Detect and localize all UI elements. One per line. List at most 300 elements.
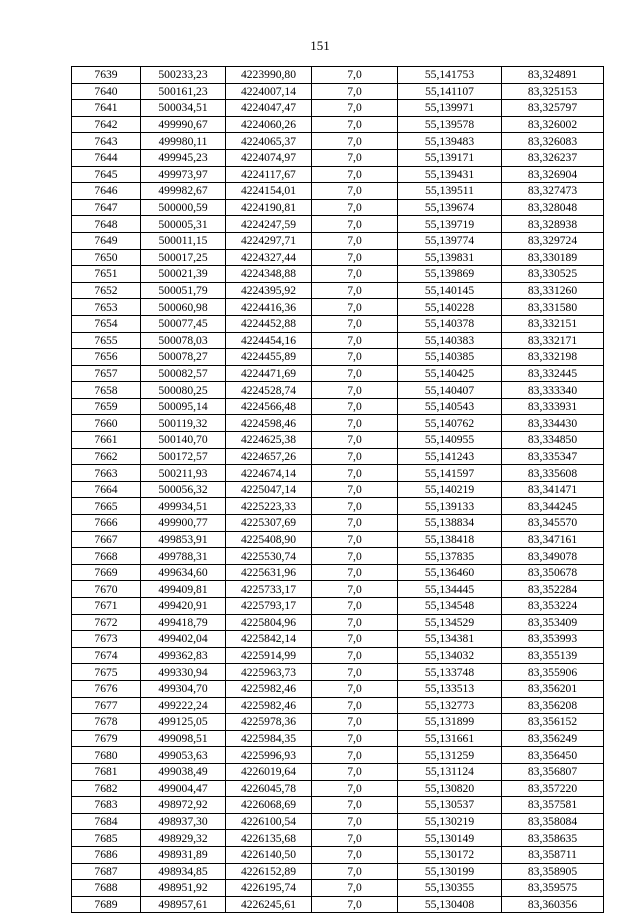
longitude-cell: 83,335608: [502, 465, 604, 482]
x-coordinate-cell: 499418,79: [141, 614, 226, 631]
x-coordinate-cell: 500000,59: [141, 199, 226, 216]
point-number-cell: 7653: [72, 299, 141, 316]
point-number-cell: 7640: [72, 83, 141, 100]
y-coordinate-cell: 4224528,74: [226, 382, 312, 399]
latitude-cell: 55,131661: [398, 730, 502, 747]
y-coordinate-cell: 4224117,67: [226, 166, 312, 183]
latitude-cell: 55,140145: [398, 282, 502, 299]
y-coordinate-cell: 4225914,99: [226, 647, 312, 664]
x-coordinate-cell: 500233,23: [141, 67, 226, 84]
value-cell: 7,0: [312, 614, 398, 631]
y-coordinate-cell: 4223990,80: [226, 67, 312, 84]
longitude-cell: 83,324891: [502, 67, 604, 84]
y-coordinate-cell: 4224047,47: [226, 100, 312, 117]
y-coordinate-cell: 4224247,59: [226, 216, 312, 233]
y-coordinate-cell: 4226152,89: [226, 863, 312, 880]
table-row: [72, 332, 604, 349]
y-coordinate-cell: 4226195,74: [226, 880, 312, 897]
point-number-cell: 7661: [72, 432, 141, 449]
x-coordinate-cell: 499980,11: [141, 133, 226, 150]
latitude-cell: 55,130172: [398, 846, 502, 863]
latitude-cell: 55,140228: [398, 299, 502, 316]
point-number-cell: 7682: [72, 780, 141, 797]
table-row: [72, 199, 604, 216]
x-coordinate-cell: 500060,98: [141, 299, 226, 316]
value-cell: 7,0: [312, 315, 398, 332]
point-number-cell: 7646: [72, 183, 141, 200]
x-coordinate-cell: 499362,83: [141, 647, 226, 664]
latitude-cell: 55,134445: [398, 581, 502, 598]
x-coordinate-cell: 498972,92: [141, 797, 226, 814]
y-coordinate-cell: 4225047,14: [226, 481, 312, 498]
point-number-cell: 7688: [72, 880, 141, 897]
point-number-cell: 7683: [72, 797, 141, 814]
point-number-cell: 7668: [72, 548, 141, 565]
longitude-cell: 83,359575: [502, 880, 604, 897]
y-coordinate-cell: 4225804,96: [226, 614, 312, 631]
point-number-cell: 7673: [72, 631, 141, 648]
value-cell: 7,0: [312, 680, 398, 697]
x-coordinate-cell: 499900,77: [141, 515, 226, 532]
longitude-cell: 83,325797: [502, 100, 604, 117]
x-coordinate-cell: 500021,39: [141, 266, 226, 283]
latitude-cell: 55,139971: [398, 100, 502, 117]
y-coordinate-cell: 4226019,64: [226, 763, 312, 780]
point-number-cell: 7680: [72, 747, 141, 764]
longitude-cell: 83,334430: [502, 415, 604, 432]
point-number-cell: 7657: [72, 365, 141, 382]
x-coordinate-cell: 499004,47: [141, 780, 226, 797]
y-coordinate-cell: 4225982,46: [226, 680, 312, 697]
longitude-cell: 83,353993: [502, 631, 604, 648]
latitude-cell: 55,133513: [398, 680, 502, 697]
latitude-cell: 55,140407: [398, 382, 502, 399]
y-coordinate-cell: 4224625,38: [226, 432, 312, 449]
table-row: [72, 564, 604, 581]
longitude-cell: 83,325153: [502, 83, 604, 100]
latitude-cell: 55,139719: [398, 216, 502, 233]
y-coordinate-cell: 4226068,69: [226, 797, 312, 814]
x-coordinate-cell: 500211,93: [141, 465, 226, 482]
latitude-cell: 55,139774: [398, 232, 502, 249]
value-cell: 7,0: [312, 133, 398, 150]
y-coordinate-cell: 4224455,89: [226, 349, 312, 366]
latitude-cell: 55,139674: [398, 199, 502, 216]
table-row: [72, 232, 604, 249]
latitude-cell: 55,139869: [398, 266, 502, 283]
latitude-cell: 55,136460: [398, 564, 502, 581]
table-row: [72, 730, 604, 747]
table-row: [72, 747, 604, 764]
latitude-cell: 55,141597: [398, 465, 502, 482]
table-row: [72, 813, 604, 830]
x-coordinate-cell: 499402,04: [141, 631, 226, 648]
table-row: [72, 680, 604, 697]
x-coordinate-cell: 500140,70: [141, 432, 226, 449]
x-coordinate-cell: 500078,03: [141, 332, 226, 349]
y-coordinate-cell: 4224395,92: [226, 282, 312, 299]
latitude-cell: 55,141107: [398, 83, 502, 100]
value-cell: 7,0: [312, 183, 398, 200]
y-coordinate-cell: 4225631,96: [226, 564, 312, 581]
y-coordinate-cell: 4226045,78: [226, 780, 312, 797]
x-coordinate-cell: 500080,25: [141, 382, 226, 399]
longitude-cell: 83,356152: [502, 714, 604, 731]
y-coordinate-cell: 4225408,90: [226, 531, 312, 548]
table-row: [72, 465, 604, 482]
value-cell: 7,0: [312, 266, 398, 283]
longitude-cell: 83,333340: [502, 382, 604, 399]
y-coordinate-cell: 4224007,14: [226, 83, 312, 100]
longitude-cell: 83,332198: [502, 349, 604, 366]
y-coordinate-cell: 4224060,26: [226, 116, 312, 133]
y-coordinate-cell: 4225963,73: [226, 664, 312, 681]
longitude-cell: 83,326237: [502, 149, 604, 166]
point-number-cell: 7676: [72, 680, 141, 697]
coordinates-table: [71, 66, 604, 913]
table-row: [72, 149, 604, 166]
latitude-cell: 55,133748: [398, 664, 502, 681]
table-row: [72, 598, 604, 615]
point-number-cell: 7684: [72, 813, 141, 830]
x-coordinate-cell: 498931,89: [141, 846, 226, 863]
point-number-cell: 7655: [72, 332, 141, 349]
y-coordinate-cell: 4224416,36: [226, 299, 312, 316]
x-coordinate-cell: 500161,23: [141, 83, 226, 100]
value-cell: 7,0: [312, 730, 398, 747]
y-coordinate-cell: 4226245,61: [226, 896, 312, 913]
table-row: [72, 382, 604, 399]
longitude-cell: 83,360356: [502, 896, 604, 913]
value-cell: 7,0: [312, 747, 398, 764]
table-row: [72, 581, 604, 598]
latitude-cell: 55,138834: [398, 515, 502, 532]
x-coordinate-cell: 498951,92: [141, 880, 226, 897]
table-row: [72, 631, 604, 648]
y-coordinate-cell: 4224065,37: [226, 133, 312, 150]
point-number-cell: 7647: [72, 199, 141, 216]
x-coordinate-cell: 499973,97: [141, 166, 226, 183]
coordinates-table-body: [72, 67, 604, 913]
table-row: [72, 448, 604, 465]
longitude-cell: 83,356201: [502, 680, 604, 697]
longitude-cell: 83,345570: [502, 515, 604, 532]
value-cell: 7,0: [312, 896, 398, 913]
x-coordinate-cell: 500119,32: [141, 415, 226, 432]
x-coordinate-cell: 500034,51: [141, 100, 226, 117]
latitude-cell: 55,139578: [398, 116, 502, 133]
table-row: [72, 664, 604, 681]
point-number-cell: 7658: [72, 382, 141, 399]
y-coordinate-cell: 4224154,01: [226, 183, 312, 200]
point-number-cell: 7651: [72, 266, 141, 283]
value-cell: 7,0: [312, 249, 398, 266]
value-cell: 7,0: [312, 83, 398, 100]
x-coordinate-cell: 499053,63: [141, 747, 226, 764]
point-number-cell: 7678: [72, 714, 141, 731]
latitude-cell: 55,132773: [398, 697, 502, 714]
longitude-cell: 83,329724: [502, 232, 604, 249]
value-cell: 7,0: [312, 100, 398, 117]
table-row: [72, 697, 604, 714]
table-row: [72, 880, 604, 897]
x-coordinate-cell: 499982,67: [141, 183, 226, 200]
y-coordinate-cell: 4225793,17: [226, 598, 312, 615]
x-coordinate-cell: 500095,14: [141, 398, 226, 415]
value-cell: 7,0: [312, 67, 398, 84]
table-row: [72, 531, 604, 548]
value-cell: 7,0: [312, 664, 398, 681]
latitude-cell: 55,139511: [398, 183, 502, 200]
value-cell: 7,0: [312, 299, 398, 316]
x-coordinate-cell: 499409,81: [141, 581, 226, 598]
x-coordinate-cell: 499098,51: [141, 730, 226, 747]
value-cell: 7,0: [312, 697, 398, 714]
table-row: [72, 415, 604, 432]
table-row: [72, 166, 604, 183]
table-row: [72, 183, 604, 200]
point-number-cell: 7652: [72, 282, 141, 299]
value-cell: 7,0: [312, 365, 398, 382]
longitude-cell: 83,330525: [502, 266, 604, 283]
longitude-cell: 83,357220: [502, 780, 604, 797]
longitude-cell: 83,332151: [502, 315, 604, 332]
point-number-cell: 7666: [72, 515, 141, 532]
longitude-cell: 83,358635: [502, 830, 604, 847]
table-row: [72, 315, 604, 332]
longitude-cell: 83,350678: [502, 564, 604, 581]
point-number-cell: 7656: [72, 349, 141, 366]
latitude-cell: 55,131899: [398, 714, 502, 731]
value-cell: 7,0: [312, 498, 398, 515]
y-coordinate-cell: 4226135,68: [226, 830, 312, 847]
x-coordinate-cell: 500172,57: [141, 448, 226, 465]
y-coordinate-cell: 4225984,35: [226, 730, 312, 747]
value-cell: 7,0: [312, 432, 398, 449]
longitude-cell: 83,347161: [502, 531, 604, 548]
latitude-cell: 55,130408: [398, 896, 502, 913]
value-cell: 7,0: [312, 647, 398, 664]
longitude-cell: 83,326904: [502, 166, 604, 183]
y-coordinate-cell: 4224190,81: [226, 199, 312, 216]
value-cell: 7,0: [312, 780, 398, 797]
longitude-cell: 83,334850: [502, 432, 604, 449]
y-coordinate-cell: 4225530,74: [226, 548, 312, 565]
point-number-cell: 7648: [72, 216, 141, 233]
value-cell: 7,0: [312, 382, 398, 399]
latitude-cell: 55,134032: [398, 647, 502, 664]
longitude-cell: 83,331260: [502, 282, 604, 299]
value-cell: 7,0: [312, 149, 398, 166]
point-number-cell: 7681: [72, 763, 141, 780]
longitude-cell: 83,358905: [502, 863, 604, 880]
longitude-cell: 83,333931: [502, 398, 604, 415]
y-coordinate-cell: 4224452,88: [226, 315, 312, 332]
point-number-cell: 7687: [72, 863, 141, 880]
longitude-cell: 83,356450: [502, 747, 604, 764]
table-row: [72, 614, 604, 631]
point-number-cell: 7670: [72, 581, 141, 598]
table-row: [72, 100, 604, 117]
longitude-cell: 83,335347: [502, 448, 604, 465]
point-number-cell: 7674: [72, 647, 141, 664]
x-coordinate-cell: 498957,61: [141, 896, 226, 913]
point-number-cell: 7642: [72, 116, 141, 133]
table-row: [72, 780, 604, 797]
value-cell: 7,0: [312, 581, 398, 598]
table-row: [72, 515, 604, 532]
table-row: [72, 365, 604, 382]
point-number-cell: 7672: [72, 614, 141, 631]
table-row: [72, 498, 604, 515]
point-number-cell: 7665: [72, 498, 141, 515]
value-cell: 7,0: [312, 714, 398, 731]
x-coordinate-cell: 499222,24: [141, 697, 226, 714]
latitude-cell: 55,140385: [398, 349, 502, 366]
table-row: [72, 647, 604, 664]
y-coordinate-cell: 4224598,46: [226, 415, 312, 432]
table-row: [72, 282, 604, 299]
point-number-cell: 7671: [72, 598, 141, 615]
point-number-cell: 7659: [72, 398, 141, 415]
value-cell: 7,0: [312, 166, 398, 183]
longitude-cell: 83,344245: [502, 498, 604, 515]
y-coordinate-cell: 4225733,17: [226, 581, 312, 598]
y-coordinate-cell: 4225978,36: [226, 714, 312, 731]
x-coordinate-cell: 500056,32: [141, 481, 226, 498]
value-cell: 7,0: [312, 216, 398, 233]
longitude-cell: 83,356249: [502, 730, 604, 747]
point-number-cell: 7649: [72, 232, 141, 249]
point-number-cell: 7677: [72, 697, 141, 714]
longitude-cell: 83,355906: [502, 664, 604, 681]
table-row: [72, 299, 604, 316]
x-coordinate-cell: 500017,25: [141, 249, 226, 266]
value-cell: 7,0: [312, 282, 398, 299]
y-coordinate-cell: 4225223,33: [226, 498, 312, 515]
longitude-cell: 83,326083: [502, 133, 604, 150]
longitude-cell: 83,352284: [502, 581, 604, 598]
x-coordinate-cell: 498929,32: [141, 830, 226, 847]
point-number-cell: 7686: [72, 846, 141, 863]
longitude-cell: 83,353224: [502, 598, 604, 615]
x-coordinate-cell: 500077,45: [141, 315, 226, 332]
x-coordinate-cell: 499304,70: [141, 680, 226, 697]
point-number-cell: 7675: [72, 664, 141, 681]
x-coordinate-cell: 499934,51: [141, 498, 226, 515]
latitude-cell: 55,130199: [398, 863, 502, 880]
latitude-cell: 55,139133: [398, 498, 502, 515]
latitude-cell: 55,130537: [398, 797, 502, 814]
x-coordinate-cell: 500078,27: [141, 349, 226, 366]
point-number-cell: 7654: [72, 315, 141, 332]
x-coordinate-cell: 498937,30: [141, 813, 226, 830]
longitude-cell: 83,332171: [502, 332, 604, 349]
longitude-cell: 83,356807: [502, 763, 604, 780]
x-coordinate-cell: 499634,60: [141, 564, 226, 581]
value-cell: 7,0: [312, 116, 398, 133]
y-coordinate-cell: 4224327,44: [226, 249, 312, 266]
point-number-cell: 7663: [72, 465, 141, 482]
longitude-cell: 83,326002: [502, 116, 604, 133]
longitude-cell: 83,355139: [502, 647, 604, 664]
point-number-cell: 7644: [72, 149, 141, 166]
longitude-cell: 83,330189: [502, 249, 604, 266]
latitude-cell: 55,131259: [398, 747, 502, 764]
x-coordinate-cell: 498934,85: [141, 863, 226, 880]
longitude-cell: 83,328048: [502, 199, 604, 216]
latitude-cell: 55,130820: [398, 780, 502, 797]
point-number-cell: 7685: [72, 830, 141, 847]
table-row: [72, 714, 604, 731]
latitude-cell: 55,130149: [398, 830, 502, 847]
longitude-cell: 83,358711: [502, 846, 604, 863]
y-coordinate-cell: 4224297,71: [226, 232, 312, 249]
y-coordinate-cell: 4224454,16: [226, 332, 312, 349]
x-coordinate-cell: 500051,79: [141, 282, 226, 299]
point-number-cell: 7667: [72, 531, 141, 548]
longitude-cell: 83,332445: [502, 365, 604, 382]
latitude-cell: 55,134548: [398, 598, 502, 615]
value-cell: 7,0: [312, 332, 398, 349]
point-number-cell: 7650: [72, 249, 141, 266]
latitude-cell: 55,138418: [398, 531, 502, 548]
value-cell: 7,0: [312, 398, 398, 415]
value-cell: 7,0: [312, 232, 398, 249]
value-cell: 7,0: [312, 531, 398, 548]
table-row: [72, 797, 604, 814]
table-row: [72, 133, 604, 150]
table-row: [72, 67, 604, 84]
table-row: [72, 116, 604, 133]
x-coordinate-cell: 499788,31: [141, 548, 226, 565]
value-cell: 7,0: [312, 830, 398, 847]
x-coordinate-cell: 499420,91: [141, 598, 226, 615]
longitude-cell: 83,353409: [502, 614, 604, 631]
latitude-cell: 55,130355: [398, 880, 502, 897]
value-cell: 7,0: [312, 880, 398, 897]
value-cell: 7,0: [312, 515, 398, 532]
latitude-cell: 55,131124: [398, 763, 502, 780]
y-coordinate-cell: 4224471,69: [226, 365, 312, 382]
value-cell: 7,0: [312, 763, 398, 780]
longitude-cell: 83,327473: [502, 183, 604, 200]
value-cell: 7,0: [312, 813, 398, 830]
value-cell: 7,0: [312, 465, 398, 482]
point-number-cell: 7679: [72, 730, 141, 747]
table-row: [72, 398, 604, 415]
longitude-cell: 83,358084: [502, 813, 604, 830]
x-coordinate-cell: 499125,05: [141, 714, 226, 731]
latitude-cell: 55,140219: [398, 481, 502, 498]
table-row: [72, 763, 604, 780]
point-number-cell: 7689: [72, 896, 141, 913]
latitude-cell: 55,140762: [398, 415, 502, 432]
table-row: [72, 846, 604, 863]
table-row: [72, 863, 604, 880]
latitude-cell: 55,137835: [398, 548, 502, 565]
longitude-cell: 83,357581: [502, 797, 604, 814]
y-coordinate-cell: 4224348,88: [226, 266, 312, 283]
latitude-cell: 55,139171: [398, 149, 502, 166]
value-cell: 7,0: [312, 564, 398, 581]
x-coordinate-cell: 499990,67: [141, 116, 226, 133]
y-coordinate-cell: 4225982,46: [226, 697, 312, 714]
y-coordinate-cell: 4224657,26: [226, 448, 312, 465]
table-row: [72, 830, 604, 847]
table-row: [72, 481, 604, 498]
y-coordinate-cell: 4226140,50: [226, 846, 312, 863]
